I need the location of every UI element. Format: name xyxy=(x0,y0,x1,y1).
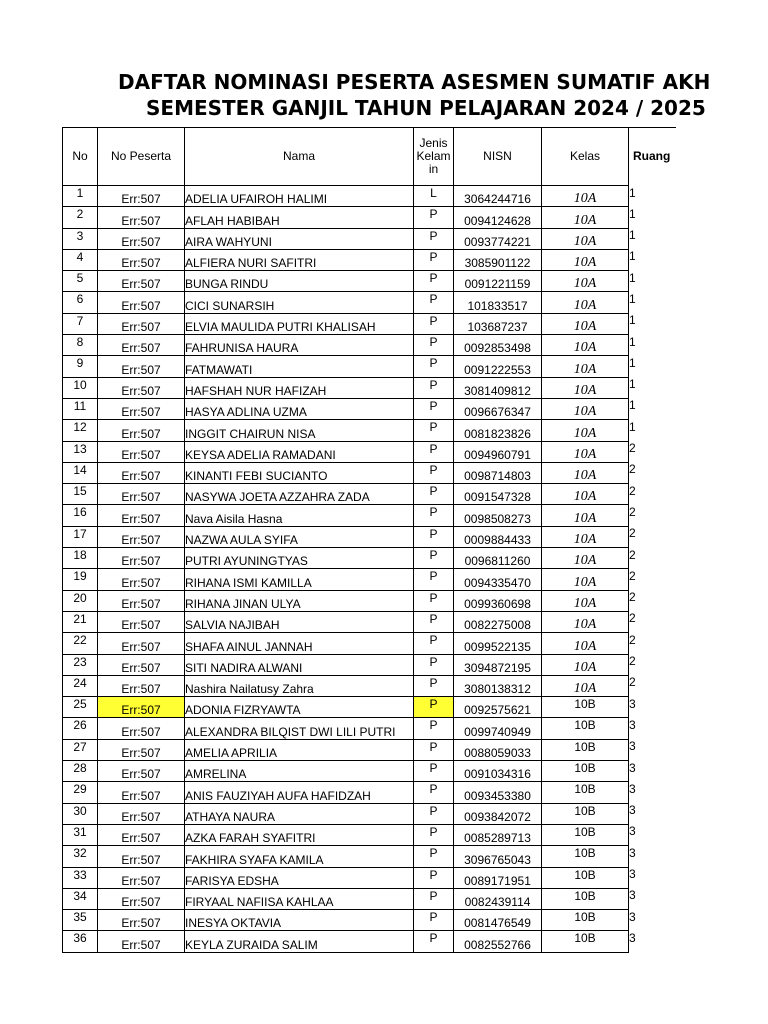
row-nisn: 3096765043 xyxy=(454,846,542,867)
row-ruang: 2 xyxy=(629,504,636,519)
row-jenis-kelamin: P xyxy=(414,377,454,398)
row-number: 13 xyxy=(63,441,98,462)
row-nama: CICI SUNARSIH xyxy=(185,292,414,313)
row-number: 5 xyxy=(63,271,98,292)
row-no-peserta: Err:507 xyxy=(98,207,185,228)
row-nisn: 0093842072 xyxy=(454,803,542,824)
row-kelas: 10A xyxy=(542,186,629,207)
row-nisn: 0099740949 xyxy=(454,718,542,739)
row-nisn: 0094960791 xyxy=(454,441,542,462)
row-jenis-kelamin: P xyxy=(414,739,454,760)
row-number: 3 xyxy=(63,228,98,249)
table-row xyxy=(63,910,676,931)
row-no-peserta: Err:507 xyxy=(98,505,185,526)
row-ruang: 2 xyxy=(629,590,636,605)
row-number: 36 xyxy=(63,931,98,952)
row-jenis-kelamin: P xyxy=(414,675,454,696)
table-row xyxy=(63,633,676,654)
row-no-peserta: Err:507 xyxy=(98,548,185,569)
row-number: 4 xyxy=(63,249,98,270)
table-row xyxy=(63,569,676,590)
row-nama: KINANTI FEBI SUCIANTO xyxy=(185,462,414,483)
row-jenis-kelamin: P xyxy=(414,462,454,483)
row-ruang: 3 xyxy=(629,696,636,711)
row-number: 19 xyxy=(63,569,98,590)
row-nisn: 3081409812 xyxy=(454,377,542,398)
row-ruang: 1 xyxy=(629,228,636,243)
row-number: 30 xyxy=(63,803,98,824)
row-ruang: 3 xyxy=(629,717,636,732)
row-no-peserta: Err:507 xyxy=(98,888,185,909)
row-jenis-kelamin: P xyxy=(414,356,454,377)
row-number: 1 xyxy=(63,186,98,207)
table-row xyxy=(63,462,676,483)
row-nisn: 0082552766 xyxy=(454,931,542,952)
row-jenis-kelamin: P xyxy=(414,633,454,654)
row-kelas: 10A xyxy=(542,633,629,654)
row-kelas: 10A xyxy=(542,462,629,483)
row-nama: INESYA OKTAVIA xyxy=(185,910,414,931)
table-row xyxy=(63,846,676,867)
row-ruang: 2 xyxy=(629,526,636,541)
header-jenis-kelamin: Jenis Kelam in xyxy=(414,128,454,186)
row-no-peserta: Err:507 xyxy=(98,782,185,803)
row-jenis-kelamin: P xyxy=(414,207,454,228)
row-no-peserta: Err:507 xyxy=(98,377,185,398)
header-ruang: Ruang xyxy=(629,128,676,186)
row-jenis-kelamin: P xyxy=(414,910,454,931)
row-nama: FAHRUNISA HAURA xyxy=(185,335,414,356)
row-kelas: 10B xyxy=(542,867,629,888)
table-row xyxy=(63,718,676,739)
row-no-peserta: Err:507 xyxy=(98,590,185,611)
row-number: 31 xyxy=(63,824,98,845)
table-row xyxy=(63,356,676,377)
row-ruang: 1 xyxy=(629,355,636,370)
row-number: 8 xyxy=(63,335,98,356)
row-jenis-kelamin: P xyxy=(414,313,454,334)
row-kelas: 10B xyxy=(542,846,629,867)
table-row xyxy=(63,888,676,909)
row-ruang: 1 xyxy=(629,206,636,221)
row-no-peserta: Err:507 xyxy=(98,846,185,867)
row-nama: KEYSA ADELIA RAMADANI xyxy=(185,441,414,462)
row-ruang: 3 xyxy=(629,824,636,839)
row-kelas: 10A xyxy=(542,611,629,632)
row-jenis-kelamin: P xyxy=(414,398,454,419)
row-nama: SITI NADIRA ALWANI xyxy=(185,654,414,675)
row-jenis-kelamin: P xyxy=(414,292,454,313)
row-jenis-kelamin: P xyxy=(414,484,454,505)
row-nama: AFLAH HABIBAH xyxy=(185,207,414,228)
row-nama: ALFIERA NURI SAFITRI xyxy=(185,249,414,270)
row-no-peserta: Err:507 xyxy=(98,611,185,632)
row-jenis-kelamin: P xyxy=(414,761,454,782)
row-kelas: 10A xyxy=(542,484,629,505)
row-no-peserta: Err:507 xyxy=(98,718,185,739)
row-kelas: 10B xyxy=(542,739,629,760)
row-kelas: 10A xyxy=(542,228,629,249)
row-ruang: 2 xyxy=(629,568,636,583)
row-nisn: 0091222553 xyxy=(454,356,542,377)
row-nisn: 0092853498 xyxy=(454,335,542,356)
row-no-peserta: Err:507 xyxy=(98,462,185,483)
row-nisn: 0092575621 xyxy=(454,697,542,718)
table-row xyxy=(63,697,676,718)
table-row xyxy=(63,761,676,782)
row-number: 14 xyxy=(63,462,98,483)
row-nisn: 0098714803 xyxy=(454,462,542,483)
row-kelas: 10B xyxy=(542,803,629,824)
row-no-peserta: Err:507 xyxy=(98,335,185,356)
row-number: 15 xyxy=(63,484,98,505)
row-ruang: 1 xyxy=(629,249,636,264)
row-nama: INGGIT CHAIRUN NISA xyxy=(185,420,414,441)
row-number: 10 xyxy=(63,377,98,398)
row-ruang: 3 xyxy=(629,803,636,818)
row-nama: RIHANA ISMI KAMILLA xyxy=(185,569,414,590)
row-nisn: 0091547328 xyxy=(454,484,542,505)
row-kelas: 10B xyxy=(542,824,629,845)
row-kelas: 10A xyxy=(542,207,629,228)
row-number: 22 xyxy=(63,633,98,654)
row-nama: FARISYA EDSHA xyxy=(185,867,414,888)
row-ruang: 2 xyxy=(629,675,636,690)
row-nisn: 0096676347 xyxy=(454,398,542,419)
row-ruang: 1 xyxy=(629,291,636,306)
row-number: 17 xyxy=(63,526,98,547)
row-kelas: 10A xyxy=(542,526,629,547)
row-no-peserta: Err:507 xyxy=(98,739,185,760)
table-header-row xyxy=(63,128,676,186)
row-nama: AIRA WAHYUNI xyxy=(185,228,414,249)
row-nama: ALEXANDRA BILQIST DWI LILI PUTRI xyxy=(185,718,414,739)
row-ruang: 1 xyxy=(629,270,636,285)
row-kelas: 10A xyxy=(542,569,629,590)
row-no-peserta: Err:507 xyxy=(98,526,185,547)
participant-table xyxy=(62,127,676,953)
row-number: 29 xyxy=(63,782,98,803)
row-nama: FIRYAAL NAFIISA KAHLAA xyxy=(185,888,414,909)
row-jenis-kelamin: P xyxy=(414,867,454,888)
table-row xyxy=(63,186,676,207)
row-no-peserta: Err:507 xyxy=(98,271,185,292)
row-nisn: 3064244716 xyxy=(454,186,542,207)
row-nama: ANIS FAUZIYAH AUFA HAFIDZAH xyxy=(185,782,414,803)
row-nama: Nava Aisila Hasna xyxy=(185,505,414,526)
row-no-peserta: Err:507 xyxy=(98,569,185,590)
document-title-line2: SEMESTER GANJIL TAHUN PELAJARAN 2024 / 2025 xyxy=(146,96,706,120)
row-jenis-kelamin: P xyxy=(414,718,454,739)
row-nisn: 0094335470 xyxy=(454,569,542,590)
table-row xyxy=(63,548,676,569)
row-nama: HASYA ADLINA UZMA xyxy=(185,398,414,419)
row-no-peserta: Err:507 xyxy=(98,484,185,505)
table-row xyxy=(63,803,676,824)
row-nama: NAZWA AULA SYIFA xyxy=(185,526,414,547)
row-nisn: 0091034316 xyxy=(454,761,542,782)
row-jenis-kelamin: P xyxy=(414,249,454,270)
row-ruang: 3 xyxy=(629,867,636,881)
row-no-peserta: Err:507 xyxy=(98,633,185,654)
row-number: 34 xyxy=(63,888,98,909)
row-no-peserta: Err:507 xyxy=(98,910,185,931)
row-number: 35 xyxy=(63,910,98,931)
row-nama: ELVIA MAULIDA PUTRI KHALISAH xyxy=(185,313,414,334)
row-no-peserta: Err:507 xyxy=(98,697,185,718)
row-jenis-kelamin: P xyxy=(414,335,454,356)
row-number: 11 xyxy=(63,398,98,419)
row-nisn: 0096811260 xyxy=(454,548,542,569)
row-nama: KEYLA ZURAIDA SALIM xyxy=(185,931,414,952)
row-no-peserta: Err:507 xyxy=(98,654,185,675)
row-nisn: 0099522135 xyxy=(454,633,542,654)
row-kelas: 10B xyxy=(542,697,629,718)
header-nama: Nama xyxy=(185,128,414,186)
row-kelas: 10A xyxy=(542,271,629,292)
document-title-line1: DAFTAR NOMINASI PESERTA ASESMEN SUMATIF AKH xyxy=(118,70,711,94)
row-ruang: 3 xyxy=(629,781,636,796)
row-jenis-kelamin: P xyxy=(414,569,454,590)
row-jenis-kelamin: P xyxy=(414,697,454,718)
row-ruang: 2 xyxy=(629,547,636,562)
row-ruang: 2 xyxy=(629,462,636,477)
row-ruang: 1 xyxy=(629,185,636,200)
row-number: 23 xyxy=(63,654,98,675)
row-no-peserta: Err:507 xyxy=(98,761,185,782)
row-no-peserta: Err:507 xyxy=(98,313,185,334)
header-kelas: Kelas xyxy=(542,128,629,186)
table-row xyxy=(63,782,676,803)
row-no-peserta: Err:507 xyxy=(98,292,185,313)
row-jenis-kelamin: P xyxy=(414,611,454,632)
row-nama: HAFSHAH NUR HAFIZAH xyxy=(185,377,414,398)
row-jenis-kelamin: P xyxy=(414,803,454,824)
table-row xyxy=(63,654,676,675)
table-row xyxy=(63,526,676,547)
row-nama: BUNGA RINDU xyxy=(185,271,414,292)
row-kelas: 10B xyxy=(542,888,629,909)
row-number: 25 xyxy=(63,697,98,718)
row-nama: NASYWA JOETA AZZAHRA ZADA xyxy=(185,484,414,505)
row-no-peserta: Err:507 xyxy=(98,441,185,462)
header-no-peserta: No Peserta xyxy=(98,128,185,186)
row-nama: RIHANA JINAN ULYA xyxy=(185,590,414,611)
table-row xyxy=(63,398,676,419)
row-jenis-kelamin: L xyxy=(414,186,454,207)
row-number: 16 xyxy=(63,505,98,526)
table-row xyxy=(63,505,676,526)
row-jenis-kelamin: P xyxy=(414,654,454,675)
row-kelas: 10A xyxy=(542,292,629,313)
row-number: 32 xyxy=(63,846,98,867)
row-no-peserta: Err:507 xyxy=(98,803,185,824)
row-nama: FAKHIRA SYAFA KAMILA xyxy=(185,846,414,867)
row-nisn: 101833517 xyxy=(454,292,542,313)
row-nisn: 3094872195 xyxy=(454,654,542,675)
row-kelas: 10A xyxy=(542,420,629,441)
row-ruang: 3 xyxy=(629,888,636,903)
table-row xyxy=(63,335,676,356)
row-kelas: 10B xyxy=(542,761,629,782)
row-number: 7 xyxy=(63,313,98,334)
row-jenis-kelamin: P xyxy=(414,526,454,547)
row-nama: SALVIA NAJIBAH xyxy=(185,611,414,632)
row-nisn: 0088059033 xyxy=(454,739,542,760)
row-nama: AMELIA APRILIA xyxy=(185,739,414,760)
row-number: 21 xyxy=(63,611,98,632)
row-ruang: 1 xyxy=(629,419,636,434)
row-ruang: 2 xyxy=(629,611,636,626)
table-row xyxy=(63,249,676,270)
row-ruang: 3 xyxy=(629,930,636,945)
row-kelas: 10A xyxy=(542,377,629,398)
row-number: 26 xyxy=(63,718,98,739)
row-nisn: 103687237 xyxy=(454,313,542,334)
row-number: 9 xyxy=(63,356,98,377)
row-kelas: 10A xyxy=(542,590,629,611)
row-nama: AZKA FARAH SYAFITRI xyxy=(185,824,414,845)
header-no: No xyxy=(63,128,98,186)
row-ruang: 3 xyxy=(629,739,636,754)
row-nisn: 0082439114 xyxy=(454,888,542,909)
row-ruang: 2 xyxy=(629,654,636,669)
row-ruang: 1 xyxy=(629,334,636,349)
table-row xyxy=(63,484,676,505)
row-nisn: 0098508273 xyxy=(454,505,542,526)
row-jenis-kelamin: P xyxy=(414,888,454,909)
row-number: 33 xyxy=(63,867,98,888)
row-ruang: 2 xyxy=(629,483,636,498)
row-number: 12 xyxy=(63,420,98,441)
row-kelas: 10A xyxy=(542,654,629,675)
row-nisn: 0094124628 xyxy=(454,207,542,228)
table-row xyxy=(63,228,676,249)
row-kelas: 10B xyxy=(542,931,629,952)
row-kelas: 10A xyxy=(542,335,629,356)
row-nisn: 0085289713 xyxy=(454,824,542,845)
row-no-peserta: Err:507 xyxy=(98,867,185,888)
row-nama: ATHAYA NAURA xyxy=(185,803,414,824)
table-row xyxy=(63,675,676,696)
row-jenis-kelamin: P xyxy=(414,228,454,249)
table-row xyxy=(63,420,676,441)
row-no-peserta: Err:507 xyxy=(98,675,185,696)
row-no-peserta: Err:507 xyxy=(98,249,185,270)
row-nama: PUTRI AYUNINGTYAS xyxy=(185,548,414,569)
row-nama: SHAFA AINUL JANNAH xyxy=(185,633,414,654)
row-nama: ADONIA FIZRYAWTA xyxy=(185,697,414,718)
row-nisn: 3085901122 xyxy=(454,249,542,270)
row-no-peserta: Err:507 xyxy=(98,824,185,845)
row-ruang: 1 xyxy=(629,398,636,413)
row-no-peserta: Err:507 xyxy=(98,420,185,441)
row-number: 20 xyxy=(63,590,98,611)
row-jenis-kelamin: P xyxy=(414,420,454,441)
row-jenis-kelamin: P xyxy=(414,846,454,867)
row-number: 18 xyxy=(63,548,98,569)
table-row xyxy=(63,313,676,334)
table-row xyxy=(63,271,676,292)
table-row xyxy=(63,590,676,611)
row-no-peserta: Err:507 xyxy=(98,356,185,377)
row-ruang: 1 xyxy=(629,377,636,392)
row-ruang: 2 xyxy=(629,632,636,647)
table-row xyxy=(63,441,676,462)
row-jenis-kelamin: P xyxy=(414,824,454,845)
header-nisn: NISN xyxy=(454,128,542,186)
row-no-peserta: Err:507 xyxy=(98,186,185,207)
row-kelas: 10B xyxy=(542,782,629,803)
table-row xyxy=(63,824,676,845)
row-ruang: 2 xyxy=(629,441,636,456)
row-number: 28 xyxy=(63,761,98,782)
row-nisn: 0009884433 xyxy=(454,526,542,547)
row-nisn: 0081476549 xyxy=(454,910,542,931)
row-jenis-kelamin: P xyxy=(414,782,454,803)
row-number: 27 xyxy=(63,739,98,760)
row-nama: AMRELINA xyxy=(185,761,414,782)
table-row xyxy=(63,931,676,952)
table-row xyxy=(63,611,676,632)
row-ruang: 3 xyxy=(629,760,636,775)
row-jenis-kelamin: P xyxy=(414,271,454,292)
table-row xyxy=(63,867,676,888)
row-nisn: 0093453380 xyxy=(454,782,542,803)
row-no-peserta: Err:507 xyxy=(98,228,185,249)
row-number: 24 xyxy=(63,675,98,696)
row-jenis-kelamin: P xyxy=(414,931,454,952)
row-kelas: 10A xyxy=(542,548,629,569)
row-jenis-kelamin: P xyxy=(414,590,454,611)
row-kelas: 10A xyxy=(542,249,629,270)
row-ruang: 1 xyxy=(629,313,636,328)
row-nisn: 0082275008 xyxy=(454,611,542,632)
row-nama: ADELIA UFAIROH HALIMI xyxy=(185,186,414,207)
row-nama: Nashira Nailatusy Zahra xyxy=(185,675,414,696)
row-nama: FATMAWATI xyxy=(185,356,414,377)
row-number: 6 xyxy=(63,292,98,313)
row-nisn: 0099360698 xyxy=(454,590,542,611)
table-row xyxy=(63,207,676,228)
row-nisn: 0093774221 xyxy=(454,228,542,249)
table-row xyxy=(63,739,676,760)
table-row xyxy=(63,377,676,398)
row-nisn: 3080138312 xyxy=(454,675,542,696)
row-no-peserta: Err:507 xyxy=(98,398,185,419)
row-nisn: 0091221159 xyxy=(454,271,542,292)
row-kelas: 10A xyxy=(542,675,629,696)
row-jenis-kelamin: P xyxy=(414,548,454,569)
row-kelas: 10B xyxy=(542,910,629,931)
row-jenis-kelamin: P xyxy=(414,505,454,526)
row-ruang: 3 xyxy=(629,845,636,860)
row-kelas: 10A xyxy=(542,441,629,462)
row-nisn: 0081823826 xyxy=(454,420,542,441)
row-kelas: 10A xyxy=(542,505,629,526)
row-ruang: 3 xyxy=(629,909,636,924)
row-nisn: 0089171951 xyxy=(454,867,542,888)
row-kelas: 10A xyxy=(542,398,629,419)
row-number: 2 xyxy=(63,207,98,228)
row-no-peserta: Err:507 xyxy=(98,931,185,952)
table-row xyxy=(63,292,676,313)
row-jenis-kelamin: P xyxy=(414,441,454,462)
row-kelas: 10B xyxy=(542,718,629,739)
row-kelas: 10A xyxy=(542,313,629,334)
row-kelas: 10A xyxy=(542,356,629,377)
